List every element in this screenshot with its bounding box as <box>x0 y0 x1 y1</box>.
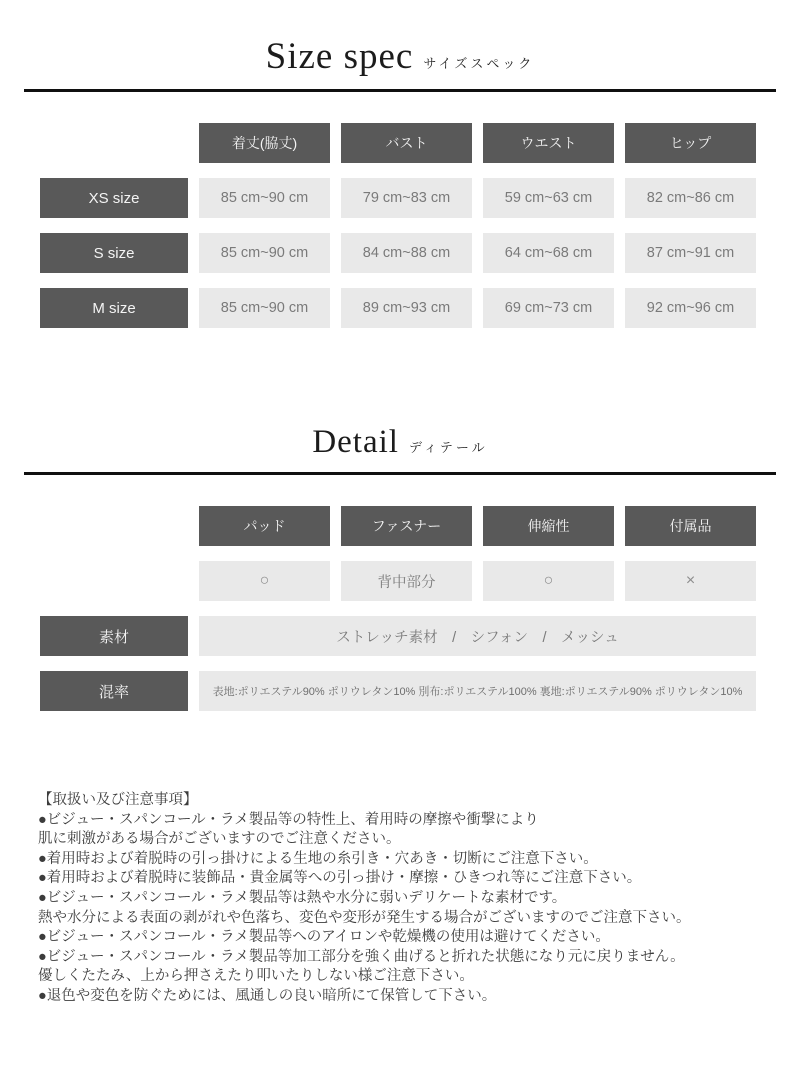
care-note-line: ●ビジュー・スパンコール・ラメ製品等の特性上、着用時の摩擦や衝撃により <box>38 811 539 828</box>
size-value-cell: 89 cm~93 cm <box>341 288 472 328</box>
detail-value-pad: ○ <box>199 561 330 601</box>
size-value-cell: 69 cm~73 cm <box>483 288 614 328</box>
size-value-cell: 92 cm~96 cm <box>625 288 756 328</box>
size-col-header-hip: ヒップ <box>625 123 756 163</box>
detail-col-header-accessory: 付属品 <box>625 506 756 546</box>
detail-value-accessory: × <box>625 561 756 601</box>
care-note-line: ●着用時および着脱時に装飾品・貴金属等への引っ掛け・摩擦・ひきつれ等にご注意下さい。 <box>38 870 642 887</box>
detail-col-header-pad: パッド <box>199 506 330 546</box>
size-value-cell: 64 cm~68 cm <box>483 233 614 273</box>
size-col-header-bust: バスト <box>341 123 472 163</box>
detail-value-fastener: 背中部分 <box>341 561 472 601</box>
detail-title-ja: ディテール <box>408 440 488 455</box>
detail-col-header-stretch: 伸縮性 <box>483 506 614 546</box>
detail-title <box>0 426 800 459</box>
size-value-cell: 85 cm~90 cm <box>199 233 330 273</box>
size-value-cell: 85 cm~90 cm <box>199 178 330 218</box>
care-notes <box>38 791 762 1007</box>
care-note-line: 肌に刺激がある場合がございますのでご注意ください。 <box>38 831 401 848</box>
size-row-label-m: M size <box>40 288 188 328</box>
detail-table <box>40 506 800 711</box>
detail-title-en: Detail <box>312 424 399 460</box>
size-spec-divider <box>24 89 776 92</box>
size-value-cell: 85 cm~90 cm <box>199 288 330 328</box>
size-value-cell: 79 cm~83 cm <box>341 178 472 218</box>
size-value-cell: 82 cm~86 cm <box>625 178 756 218</box>
care-note-line: ●ビジュー・スパンコール・ラメ製品等は熱や水分に弱いデリケートな素材です。 <box>38 889 567 906</box>
detail-divider <box>24 472 776 475</box>
composition-value-cell: 表地:ポリエステル90% ポリウレタン10% 別布:ポリエステル100% 裏地:ポリエステル90% ポリウレタン10% <box>199 671 756 711</box>
size-col-header-waist: ウエスト <box>483 123 614 163</box>
care-note-line: ●ビジュー・スパンコール・ラメ製品等加工部分を強く曲げると折れた状態になり元に戻りません。 <box>38 948 685 965</box>
care-note-line: 優しくたたみ、上から押さえたり叩いたりしない様ご注意下さい。 <box>38 968 474 985</box>
size-col-header-length: 着丈(脇丈) <box>199 123 330 163</box>
care-note-line: ●ビジュー・スパンコール・ラメ製品等へのアイロンや乾燥機の使用は避けてください。 <box>38 929 610 946</box>
size-spec-title <box>0 0 800 75</box>
size-spec-title-ja: サイズスペック <box>423 56 535 71</box>
care-note-line: ●退色や変色を防ぐためには、風通しの良い暗所にて保管して下さい。 <box>38 987 497 1004</box>
size-row-label-xs: XS size <box>40 178 188 218</box>
care-notes-heading: 【取扱い及び注意事項】 <box>38 792 198 808</box>
empty-cell <box>40 561 188 601</box>
detail-value-stretch: ○ <box>483 561 614 601</box>
size-spec-table <box>40 123 800 328</box>
care-note-line: ●着用時および着脱時の引っ掛けによる生地の糸引き・穴あき・切断にご注意下さい。 <box>38 850 598 867</box>
material-value-cell: ストレッチ素材 / シフォン / メッシュ <box>199 616 756 656</box>
care-note-line: 熱や水分による表面の剥がれや色落ち、変色や変形が発生する場合がございますのでご注意下さい。 <box>38 909 691 926</box>
size-row-label-s: S size <box>40 233 188 273</box>
detail-col-header-fastener: ファスナー <box>341 506 472 546</box>
composition-row-label: 混率 <box>40 671 188 711</box>
empty-corner-cell <box>40 123 188 163</box>
size-value-cell: 59 cm~63 cm <box>483 178 614 218</box>
material-row-label: 素材 <box>40 616 188 656</box>
size-spec-title-en: Size spec <box>265 36 414 77</box>
size-value-cell: 84 cm~88 cm <box>341 233 472 273</box>
size-value-cell: 87 cm~91 cm <box>625 233 756 273</box>
empty-corner-cell <box>40 506 188 546</box>
